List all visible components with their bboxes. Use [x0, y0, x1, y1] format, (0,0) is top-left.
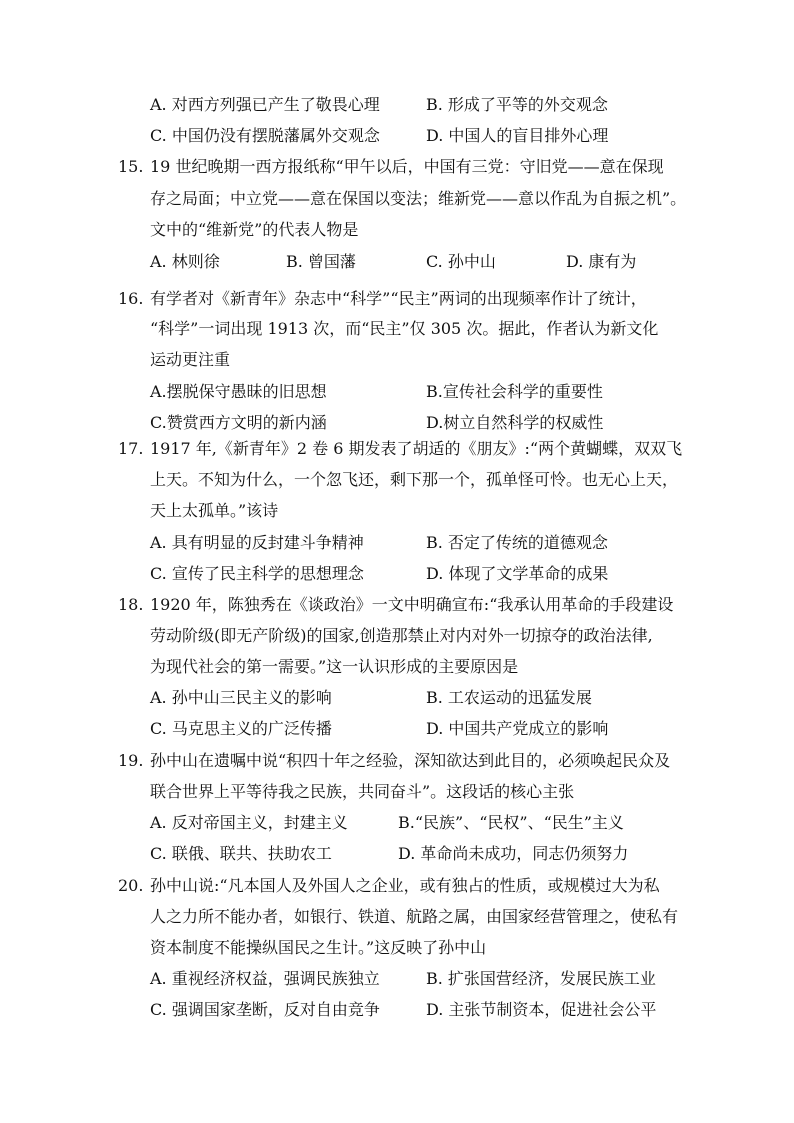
- q20-option-c: C. 强调国家垄断，反对自由竞争: [150, 1000, 380, 1019]
- q15-option-c: C. 孙中山: [426, 252, 496, 271]
- q15-option-b: B. 曾国藩: [286, 252, 356, 271]
- q16-option-a: A.摆脱保守愚昧的旧思想: [150, 382, 327, 401]
- q17-stem-line-3: 天上太孤单。”该诗: [150, 501, 279, 520]
- q17-option-d: D. 体现了文学革命的成果: [426, 564, 609, 583]
- q17-stem-line-2: 上天。不知为什么，一个忽飞还，剩下那一个，孤单怪可怜。也无心上天，: [150, 470, 679, 489]
- q18-number: 18.: [118, 595, 144, 614]
- q19-option-a: A. 反对帝国主义，封建主义: [150, 813, 348, 832]
- q18-option-c: C. 马克思主义的广泛传播: [150, 719, 332, 738]
- q18-option-d: D. 中国共产党成立的影响: [426, 719, 609, 738]
- q19-stem-line-1: 孙中山在遗嘱中说“积四十年之经验，深知欲达到此目的，必须唤起民众及: [150, 751, 671, 770]
- q20-option-d: D. 主张节制资本，促进社会公平: [426, 1000, 657, 1019]
- q17-option-a: A. 具有明显的反封建斗争精神: [150, 533, 364, 552]
- q19-option-c: C. 联俄、联共、扶助农工: [150, 844, 332, 863]
- q16-option-d: D.树立自然科学的权威性: [426, 413, 604, 432]
- q17-stem-line-1: 1917 年,《新青年》2 卷 6 期发表了胡适的《朋友》:“两个黄蝴蝶，双双飞: [150, 439, 683, 458]
- q18-stem-line-3: 为现代社会的第一需要。”这一认识形成的主要原因是: [150, 657, 519, 676]
- q20-option-a: A. 重视经济权益，强调民族独立: [150, 969, 380, 988]
- q15-option-a: A. 林则徐: [150, 252, 220, 271]
- q20-stem-line-3: 资本制度不能操纵国民之生计。”这反映了孙中山: [150, 938, 487, 957]
- q14-option-d: D. 中国人的盲目排外心理: [426, 126, 609, 145]
- q20-stem-line-1: 孙中山说:“凡本国人及外国人之企业，或有独占的性质，或规模过大为私: [150, 876, 660, 895]
- q14-option-c: C. 中国仍没有摆脱藩属外交观念: [150, 126, 380, 145]
- q18-stem-line-1: 1920 年，陈独秀在《谈政治》一文中明确宣布:“我承认用革命的手段建设: [150, 595, 674, 614]
- q15-stem-line-2: 存之局面；中立党——意在保国以变法；维新党——意以作乱为自振之机”。: [150, 189, 687, 208]
- q15-stem-line-3: 文中的“维新党”的代表人物是: [150, 220, 359, 239]
- q16-stem-line-1: 有学者对《新青年》杂志中“科学”“民主”两词的出现频率作计了统计，: [150, 289, 647, 308]
- q16-option-c: C.赞赏西方文明的新内涵: [150, 413, 327, 432]
- q20-number: 20.: [118, 876, 144, 895]
- q17-option-c: C. 宣传了民主科学的思想理念: [150, 564, 364, 583]
- q18-option-a: A. 孙中山三民主义的影响: [150, 688, 332, 707]
- q18-option-b: B. 工农运动的迅猛发展: [426, 688, 592, 707]
- q20-stem-line-2: 人之力所不能办者，如银行、铁道、航路之属，由国家经营管理之，使私有: [150, 907, 679, 926]
- q17-number: 17.: [118, 439, 144, 458]
- q16-number: 16.: [118, 289, 144, 308]
- q16-stem-line-2: “科学”一词出现 1913 次，而“民主”仅 305 次。据此，作者认为新文化: [150, 319, 659, 338]
- q19-option-d: D. 革命尚未成功，同志仍须努力: [398, 844, 629, 863]
- q14-option-b: B. 形成了平等的外交观念: [426, 95, 608, 114]
- q14-option-a: A. 对西方列强已产生了敬畏心理: [150, 95, 380, 114]
- q19-number: 19.: [118, 751, 144, 770]
- q16-stem-line-3: 运动更注重: [150, 350, 231, 369]
- q19-option-b: B.“民族”、“民权”、“民生”主义: [398, 813, 624, 832]
- q16-option-b: B.宣传社会科学的重要性: [426, 382, 603, 401]
- q20-option-b: B. 扩张国营经济，发展民族工业: [426, 969, 656, 988]
- q15-stem-line-1: 19 世纪晚期一西方报纸称“甲午以后，中国有三党：守旧党——意在保现: [150, 157, 664, 176]
- q18-stem-line-2: 劳动阶级(即无产阶级)的国家,创造那禁止对内对外一切掠夺的政治法律,: [150, 626, 653, 645]
- q15-number: 15.: [118, 157, 144, 176]
- q17-option-b: B. 否定了传统的道德观念: [426, 533, 608, 552]
- q15-option-d: D. 康有为: [566, 252, 637, 271]
- q19-stem-line-2: 联合世界上平等待我之民族，共同奋斗”。这段话的核心主张: [150, 782, 575, 801]
